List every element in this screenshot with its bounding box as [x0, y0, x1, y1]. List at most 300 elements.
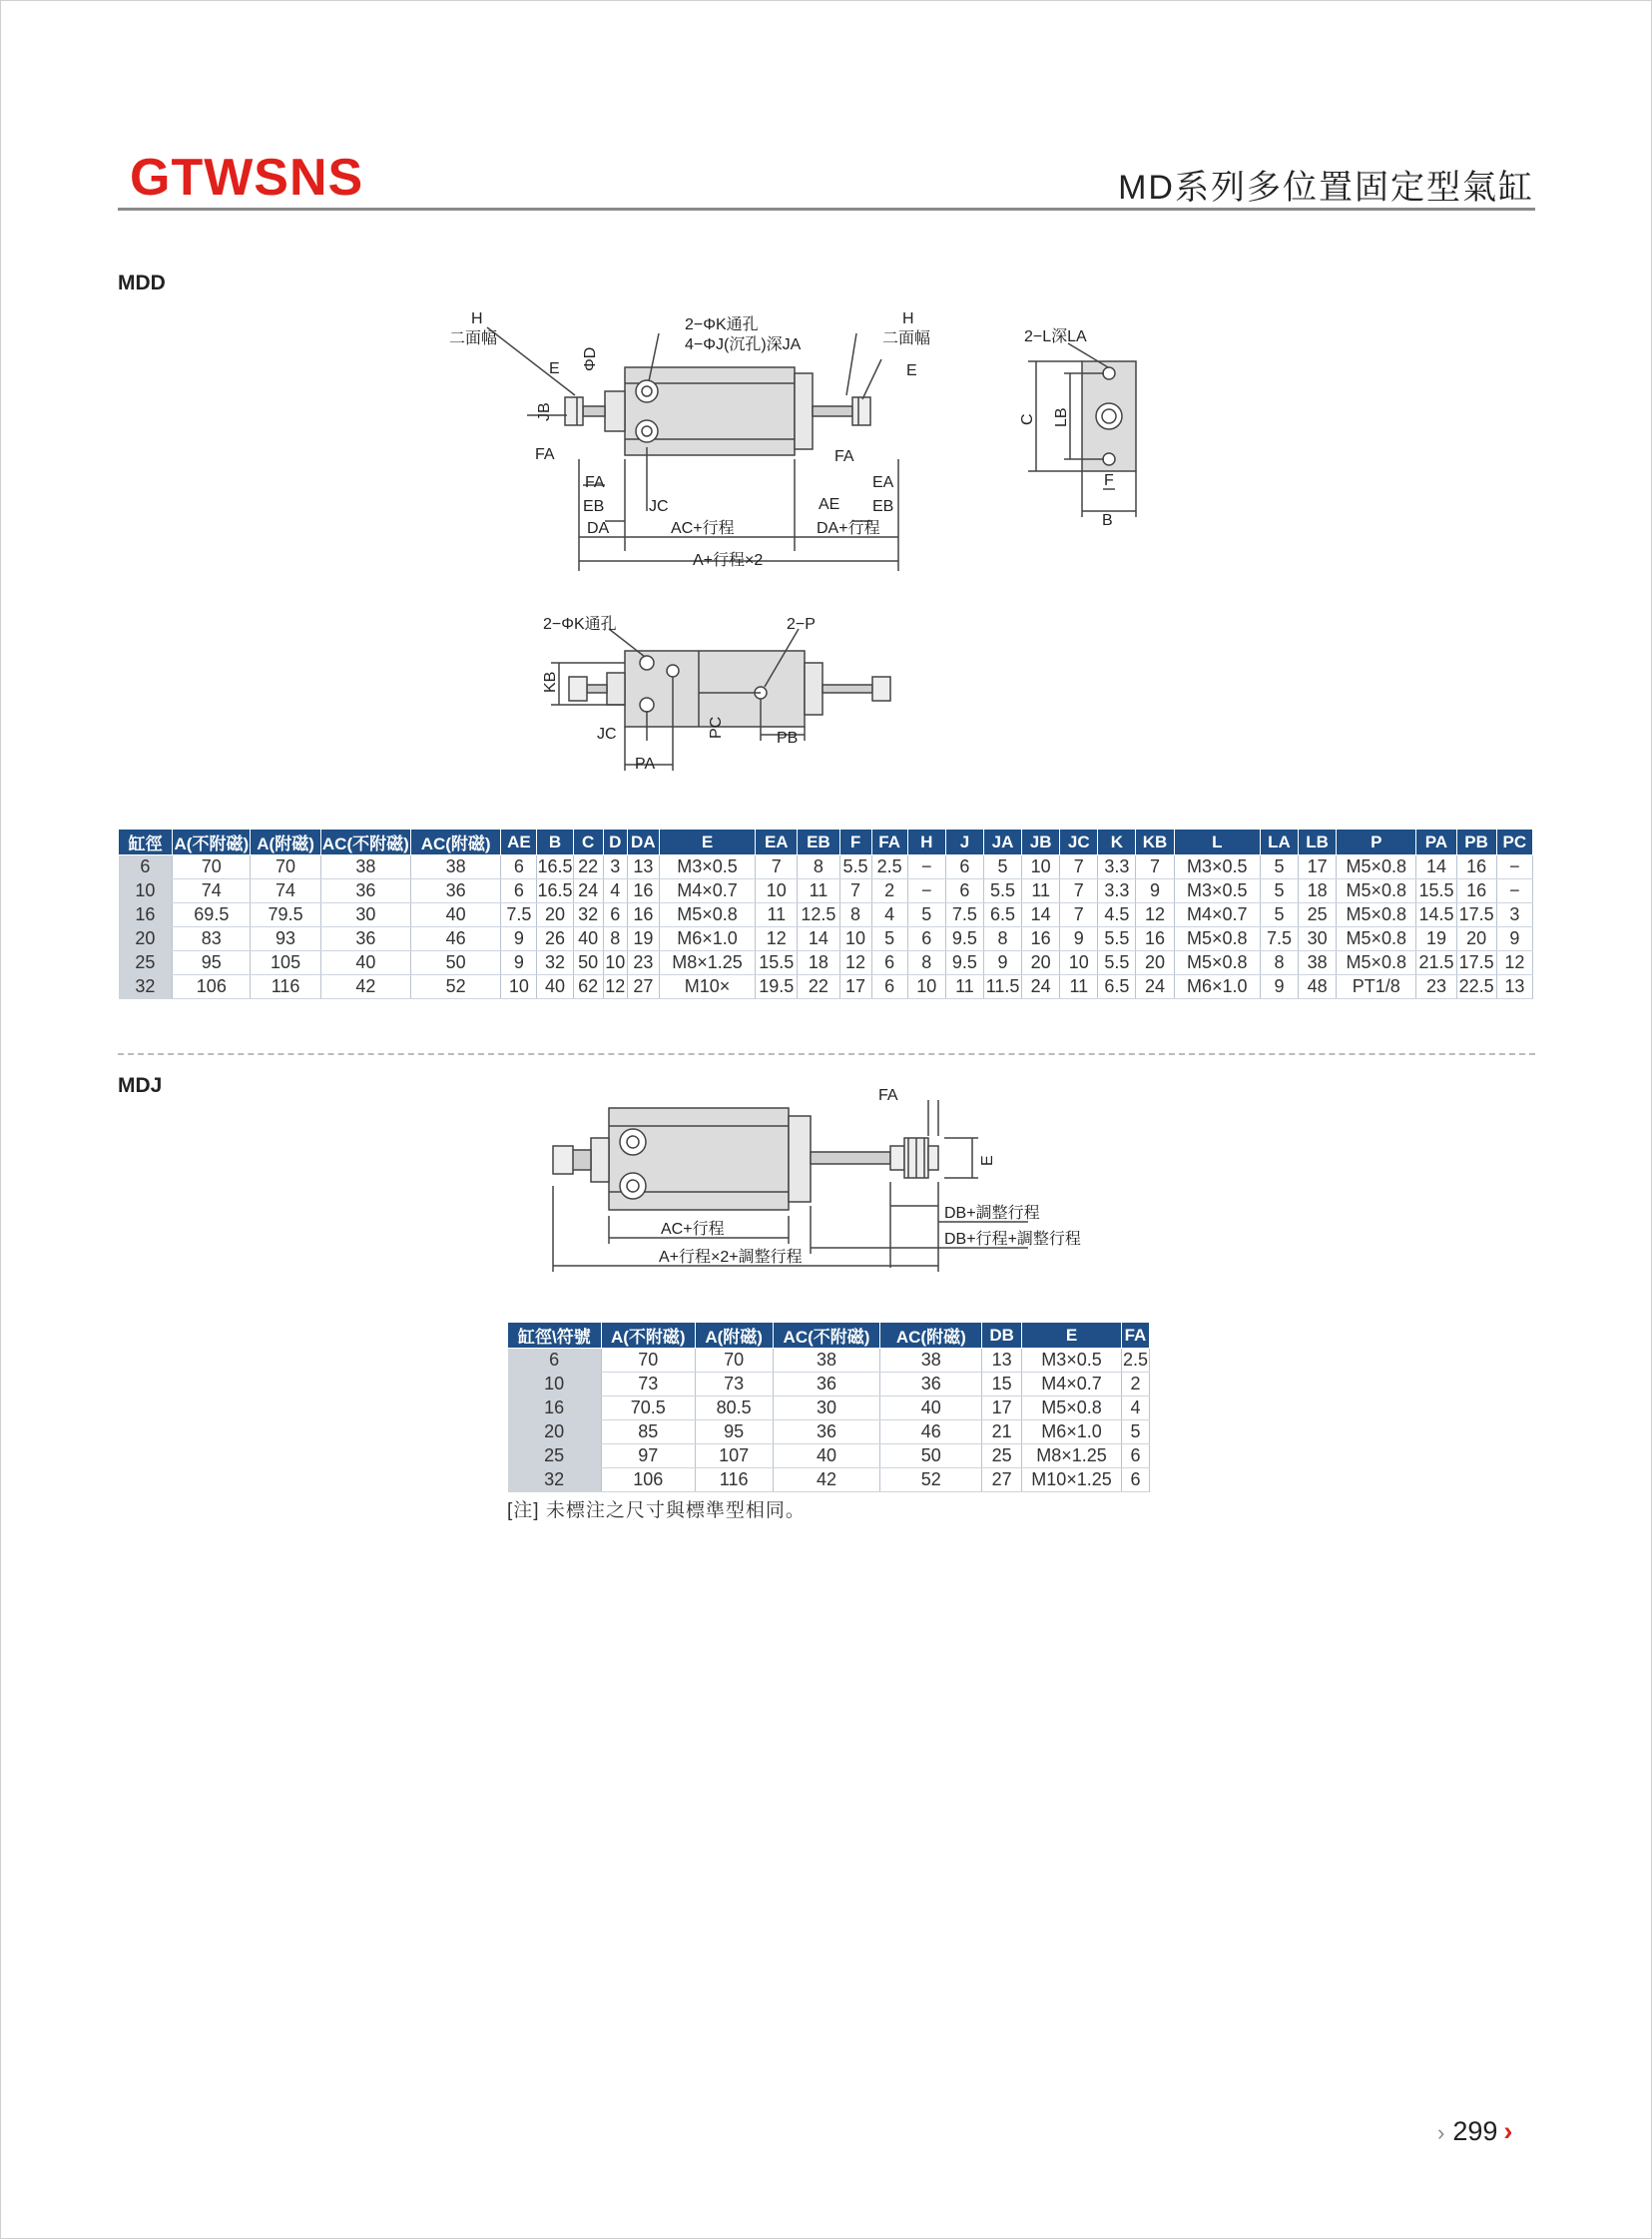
table-cell: 19 — [1416, 927, 1456, 951]
dim-label-db-stroke-adjust: DB+行程+調整行程 — [944, 1231, 1081, 1248]
table-header-cell: AC(附磁) — [880, 1323, 982, 1349]
table-cell: 24 — [573, 879, 603, 903]
table-cell: 62 — [573, 975, 603, 999]
table-cell: 6.5 — [983, 903, 1021, 927]
table-header-cell: DB — [982, 1323, 1022, 1349]
table-cell: 116 — [695, 1468, 773, 1492]
table-cell: 30 — [1299, 927, 1337, 951]
dim-label-b: B — [1102, 512, 1113, 529]
table-cell: M6×1.0 — [659, 927, 755, 951]
table-cell: 5.5 — [1098, 927, 1136, 951]
table-cell: 8 — [839, 903, 871, 927]
dim-label-pc: PC — [708, 716, 725, 739]
table-cell: 52 — [880, 1468, 982, 1492]
dim-label-lb: LB — [1053, 407, 1070, 427]
table-cell: 19.5 — [756, 975, 798, 999]
table-cell: 17 — [839, 975, 871, 999]
table-cell: 6 — [501, 855, 537, 879]
table-header-cell: AC(不附磁) — [320, 830, 410, 855]
table-cell: 8 — [603, 927, 627, 951]
table-bore-cell: 32 — [119, 975, 173, 999]
table-cell: 12 — [1496, 951, 1532, 975]
table-cell: 12 — [756, 927, 798, 951]
table-cell: M5×0.8 — [1337, 855, 1416, 879]
table-cell: 73 — [695, 1373, 773, 1397]
table-header-cell: E — [659, 830, 755, 855]
table-header-cell: C — [573, 830, 603, 855]
section-label-mdj: MDJ — [118, 1074, 163, 1097]
table-cell: 40 — [411, 903, 501, 927]
table-cell: 25 — [1299, 903, 1337, 927]
table-cell: 16 — [627, 879, 659, 903]
dim-label-e-right: E — [906, 362, 917, 379]
table-cell: M8×1.25 — [1022, 1444, 1122, 1468]
table-cell: 70.5 — [601, 1397, 695, 1420]
dim-label-c: C — [1019, 413, 1036, 425]
table-cell: 5 — [983, 855, 1021, 879]
table-cell: 14 — [798, 927, 839, 951]
table-bore-cell: 16 — [508, 1397, 602, 1420]
table-cell: 83 — [173, 927, 251, 951]
dim-label-e-left: E — [549, 360, 560, 377]
dim-label-jc: JC — [649, 498, 669, 515]
mdj-spec-table — [507, 1322, 1150, 1492]
table-cell: M8×1.25 — [659, 951, 755, 975]
table-cell: 36 — [411, 879, 501, 903]
table-header-cell: FA — [871, 830, 907, 855]
series-title: MD系列多位置固定型氣缸 — [1118, 169, 1534, 207]
header-rule — [118, 208, 1535, 211]
dim-label-f: F — [1104, 472, 1114, 489]
table-cell: 12.5 — [798, 903, 839, 927]
table-cell: 6 — [907, 927, 945, 951]
table-cell: 14 — [1022, 903, 1060, 927]
table-header-cell: EA — [756, 830, 798, 855]
table-cell: M5×0.8 — [1337, 879, 1416, 903]
table-cell: M5×0.8 — [1337, 903, 1416, 927]
brand-logo: GTWSNS — [130, 149, 364, 207]
table-bore-cell: 6 — [508, 1349, 602, 1373]
dim-label-h-left: H — [471, 310, 483, 327]
table-cell: 38 — [773, 1349, 880, 1373]
table-header-cell: EB — [798, 830, 839, 855]
table-cell: 9 — [1260, 975, 1298, 999]
dim-label-p: 2−P — [787, 616, 816, 633]
dim-label-fa-right: FA — [834, 448, 854, 465]
table-header-cell: E — [1022, 1323, 1122, 1349]
table-cell: 70 — [173, 855, 251, 879]
table-row — [119, 855, 1533, 879]
table-cell: 7 — [756, 855, 798, 879]
table-header-cell: JB — [1022, 830, 1060, 855]
dim-label-ae: AE — [819, 496, 840, 513]
table-cell: 5 — [1121, 1420, 1149, 1444]
table-header-cell: AE — [501, 830, 537, 855]
table-cell: − — [907, 855, 945, 879]
table-header-cell: AC(附磁) — [411, 830, 501, 855]
table-cell: 7.5 — [1260, 927, 1298, 951]
table-cell: 93 — [251, 927, 320, 951]
table-cell: 9.5 — [945, 927, 983, 951]
table-bore-cell: 10 — [119, 879, 173, 903]
table-header-cell: LB — [1299, 830, 1337, 855]
table-row — [508, 1373, 1150, 1397]
mdj-table-header-row — [508, 1323, 1150, 1349]
dim-label-h-right: H — [902, 310, 914, 327]
mdd-top-view-diagram — [529, 611, 918, 781]
table-cell: 95 — [173, 951, 251, 975]
table-cell: 26 — [537, 927, 573, 951]
table-cell: M5×0.8 — [1174, 927, 1260, 951]
table-cell: 116 — [251, 975, 320, 999]
table-cell: 11 — [756, 903, 798, 927]
table-bore-cell: 10 — [508, 1373, 602, 1397]
table-cell: 7 — [839, 879, 871, 903]
table-cell: 17 — [982, 1397, 1022, 1420]
table-cell: 69.5 — [173, 903, 251, 927]
table-cell: 9 — [1136, 879, 1174, 903]
table-cell: 9 — [501, 951, 537, 975]
table-cell: 2.5 — [871, 855, 907, 879]
table-cell: 8 — [907, 951, 945, 975]
dim-label-fa: FA — [878, 1087, 898, 1104]
dim-label-ac-stroke: AC+行程 — [661, 1221, 725, 1238]
table-cell: 3 — [603, 855, 627, 879]
table-cell: 48 — [1299, 975, 1337, 999]
table-row — [119, 975, 1533, 999]
table-cell: 22 — [573, 855, 603, 879]
table-cell: 15 — [982, 1373, 1022, 1397]
table-cell: 5.5 — [983, 879, 1021, 903]
table-cell: 20 — [1022, 951, 1060, 975]
table-cell: 36 — [773, 1373, 880, 1397]
table-header-cell: 缸徑\符號 — [508, 1323, 602, 1349]
table-cell: 11 — [945, 975, 983, 999]
table-cell: 16.5 — [537, 879, 573, 903]
table-header-cell: A(附磁) — [251, 830, 320, 855]
table-cell: 18 — [798, 951, 839, 975]
table-header-cell: L — [1174, 830, 1260, 855]
table-cell: M6×1.0 — [1174, 975, 1260, 999]
table-cell: M5×0.8 — [1022, 1397, 1122, 1420]
table-cell: M4×0.7 — [1022, 1373, 1122, 1397]
table-cell: 36 — [773, 1420, 880, 1444]
table-header-cell: LA — [1260, 830, 1298, 855]
table-bore-cell: 25 — [508, 1444, 602, 1468]
dim-label-eb-right: EB — [872, 498, 894, 515]
table-cell: 10 — [1060, 951, 1098, 975]
table-cell: 5 — [1260, 903, 1298, 927]
table-cell: 107 — [695, 1444, 773, 1468]
table-cell: 4 — [1121, 1397, 1149, 1420]
mdd-front-view-diagram — [449, 310, 931, 581]
table-cell: 40 — [880, 1397, 982, 1420]
table-cell: 27 — [982, 1468, 1022, 1492]
table-cell: 15.5 — [1416, 879, 1456, 903]
mdd-end-view-diagram — [1008, 321, 1168, 531]
table-cell: 13 — [1496, 975, 1532, 999]
table-header-cell: K — [1098, 830, 1136, 855]
table-cell: 18 — [1299, 879, 1337, 903]
table-cell: 4 — [871, 903, 907, 927]
table-cell: 17.5 — [1456, 903, 1496, 927]
table-row — [508, 1420, 1150, 1444]
table-cell: M3×0.5 — [1174, 855, 1260, 879]
table-header-cell: JA — [983, 830, 1021, 855]
chevron-right-small-icon: › — [1437, 2120, 1445, 2145]
dim-label-ea: EA — [872, 474, 894, 491]
table-row — [508, 1349, 1150, 1373]
table-cell: 5 — [907, 903, 945, 927]
table-cell: 22.5 — [1456, 975, 1496, 999]
table-cell: 4 — [603, 879, 627, 903]
table-header-cell: A(不附磁) — [601, 1323, 695, 1349]
table-cell: 24 — [1022, 975, 1060, 999]
table-header-cell: KB — [1136, 830, 1174, 855]
table-row — [508, 1468, 1150, 1492]
table-cell: 7.5 — [945, 903, 983, 927]
table-cell: 3.3 — [1098, 855, 1136, 879]
table-cell: 74 — [251, 879, 320, 903]
table-cell: M10×1.25 — [1022, 1468, 1122, 1492]
table-cell: 7 — [1136, 855, 1174, 879]
section-label-mdd: MDD — [118, 272, 166, 294]
table-cell: 5 — [871, 927, 907, 951]
table-cell: 22 — [798, 975, 839, 999]
table-cell: 6 — [501, 879, 537, 903]
dim-label-da-stroke: DA+行程 — [817, 520, 880, 537]
section-separator — [118, 1053, 1535, 1055]
table-cell: 5 — [1260, 879, 1298, 903]
dim-label-pa: PA — [635, 756, 656, 773]
dim-label-k-hole-2: 2−ΦK通孔 — [543, 616, 617, 633]
table-cell: 8 — [983, 927, 1021, 951]
table-cell: 38 — [411, 855, 501, 879]
table-bore-cell: 32 — [508, 1468, 602, 1492]
table-cell: 21.5 — [1416, 951, 1456, 975]
table-cell: 2 — [1121, 1373, 1149, 1397]
table-cell: 80.5 — [695, 1397, 773, 1420]
table-cell: 11 — [1022, 879, 1060, 903]
table-cell: 7 — [1060, 879, 1098, 903]
table-cell: 2.5 — [1121, 1349, 1149, 1373]
table-header-cell: A(附磁) — [695, 1323, 773, 1349]
table-cell: 70 — [695, 1349, 773, 1373]
dim-label-fa-left-2: FA — [585, 474, 605, 491]
dim-label-a-stroke-2: A+行程×2 — [693, 552, 764, 569]
dim-label-l-depth: 2−L深LA — [1024, 328, 1087, 345]
table-cell: 9 — [983, 951, 1021, 975]
table-header-cell: P — [1337, 830, 1416, 855]
table-cell: 7 — [1060, 903, 1098, 927]
table-cell: 30 — [320, 903, 410, 927]
table-header-cell: AC(不附磁) — [773, 1323, 880, 1349]
table-cell: M3×0.5 — [1174, 879, 1260, 903]
table-header-cell: D — [603, 830, 627, 855]
dim-label-fa-left-1: FA — [535, 446, 555, 463]
table-row — [508, 1397, 1150, 1420]
table-cell: M5×0.8 — [659, 903, 755, 927]
table-cell: 12 — [1136, 903, 1174, 927]
table-header-cell: H — [907, 830, 945, 855]
page-number — [1437, 2116, 1512, 2147]
table-cell: 20 — [1136, 951, 1174, 975]
dim-label-eb-left: EB — [583, 498, 605, 515]
table-cell: 6.5 — [1098, 975, 1136, 999]
table-cell: M5×0.8 — [1174, 951, 1260, 975]
table-cell: 40 — [773, 1444, 880, 1468]
dim-label-jb: JB — [536, 402, 553, 421]
table-cell: 40 — [573, 927, 603, 951]
mdd-spec-table — [118, 829, 1533, 999]
table-cell: 95 — [695, 1420, 773, 1444]
table-cell: 8 — [1260, 951, 1298, 975]
table-cell: 38 — [1299, 951, 1337, 975]
mdj-diagram — [549, 1086, 1128, 1288]
table-cell: 7 — [1060, 855, 1098, 879]
table-cell: M5×0.8 — [1337, 951, 1416, 975]
table-cell: 50 — [411, 951, 501, 975]
table-row — [119, 951, 1533, 975]
table-cell: 12 — [603, 975, 627, 999]
table-cell: 20 — [537, 903, 573, 927]
table-cell: 40 — [320, 951, 410, 975]
table-cell: 10 — [603, 951, 627, 975]
table-cell: 20 — [1456, 927, 1496, 951]
table-bore-cell: 16 — [119, 903, 173, 927]
table-cell: 70 — [601, 1349, 695, 1373]
table-cell: 97 — [601, 1444, 695, 1468]
table-cell: 36 — [320, 879, 410, 903]
table-cell: 50 — [573, 951, 603, 975]
table-cell: 16 — [1456, 855, 1496, 879]
table-note: [注] 未標注之尺寸與標準型相同。 — [507, 1500, 806, 1521]
table-cell: 23 — [627, 951, 659, 975]
table-cell: 32 — [573, 903, 603, 927]
table-row — [119, 879, 1533, 903]
table-header-cell: 缸徑 — [119, 830, 173, 855]
table-cell: 6 — [1121, 1468, 1149, 1492]
table-cell: 8 — [798, 855, 839, 879]
table-header-cell: DA — [627, 830, 659, 855]
table-cell: 5.5 — [839, 855, 871, 879]
dim-label-da: DA — [587, 520, 610, 537]
table-cell: 6 — [1121, 1444, 1149, 1468]
table-cell: 16 — [1022, 927, 1060, 951]
table-cell: 50 — [880, 1444, 982, 1468]
table-cell: 79.5 — [251, 903, 320, 927]
table-cell: 11.5 — [983, 975, 1021, 999]
table-cell: 14 — [1416, 855, 1456, 879]
mdd-table-header-row — [119, 830, 1533, 855]
table-header-cell: FA — [1121, 1323, 1149, 1349]
table-cell: M3×0.5 — [659, 855, 755, 879]
table-cell: M6×1.0 — [1022, 1420, 1122, 1444]
table-row — [119, 903, 1533, 927]
table-cell: M4×0.7 — [659, 879, 755, 903]
table-cell: 42 — [320, 975, 410, 999]
chevron-right-icon: › — [1503, 2116, 1513, 2146]
dim-label-a-stroke-2-adjust: A+行程×2+調整行程 — [659, 1249, 803, 1266]
table-cell: M5×0.8 — [1337, 927, 1416, 951]
table-cell: 6 — [945, 855, 983, 879]
table-cell: 6 — [871, 975, 907, 999]
dim-label-two-face-right: 二面幅 — [882, 330, 931, 347]
table-bore-cell: 6 — [119, 855, 173, 879]
dim-label-pb: PB — [777, 730, 799, 747]
table-header-cell: PB — [1456, 830, 1496, 855]
table-row — [119, 927, 1533, 951]
table-header-cell: JC — [1060, 830, 1098, 855]
table-cell: − — [1496, 855, 1532, 879]
table-cell: 5 — [1260, 855, 1298, 879]
table-header-cell: F — [839, 830, 871, 855]
table-cell: 36 — [880, 1373, 982, 1397]
table-row — [508, 1444, 1150, 1468]
table-bore-cell: 20 — [508, 1420, 602, 1444]
table-cell: 70 — [251, 855, 320, 879]
table-cell: 10 — [1022, 855, 1060, 879]
table-cell: 9.5 — [945, 951, 983, 975]
table-cell: 36 — [320, 927, 410, 951]
dim-label-jc-2: JC — [597, 726, 617, 743]
table-cell: 74 — [173, 879, 251, 903]
table-cell: 15.5 — [756, 951, 798, 975]
table-cell: 3.3 — [1098, 879, 1136, 903]
table-cell: 40 — [537, 975, 573, 999]
dim-label-phi-d: ΦD — [582, 346, 599, 371]
table-cell: 16 — [1136, 927, 1174, 951]
table-cell: 13 — [982, 1349, 1022, 1373]
table-header-cell: A(不附磁) — [173, 830, 251, 855]
table-cell: 7.5 — [501, 903, 537, 927]
table-cell: 46 — [411, 927, 501, 951]
table-cell: 5.5 — [1098, 951, 1136, 975]
table-cell: 6 — [871, 951, 907, 975]
table-cell: 42 — [773, 1468, 880, 1492]
table-cell: 9 — [1496, 927, 1532, 951]
table-cell: 16 — [627, 903, 659, 927]
dim-label-e: E — [979, 1155, 996, 1166]
table-cell: 10 — [907, 975, 945, 999]
table-cell: 17 — [1299, 855, 1337, 879]
table-cell: 12 — [839, 951, 871, 975]
table-cell: 52 — [411, 975, 501, 999]
table-cell: 9 — [501, 927, 537, 951]
table-cell: 38 — [880, 1349, 982, 1373]
table-cell: 21 — [982, 1420, 1022, 1444]
table-cell: 10 — [501, 975, 537, 999]
dim-label-k-hole: 2−ΦK通孔 — [685, 316, 759, 333]
table-header-cell: J — [945, 830, 983, 855]
table-cell: M3×0.5 — [1022, 1349, 1122, 1373]
table-cell: 16 — [1456, 879, 1496, 903]
table-cell: 10 — [756, 879, 798, 903]
table-cell: M4×0.7 — [1174, 903, 1260, 927]
table-cell: PT1/8 — [1337, 975, 1416, 999]
table-cell: 16.5 — [537, 855, 573, 879]
table-cell: 19 — [627, 927, 659, 951]
table-cell: − — [1496, 879, 1532, 903]
dim-label-db-adjust: DB+調整行程 — [944, 1205, 1040, 1222]
page-number-text: 299 — [1452, 2116, 1498, 2146]
table-cell: 3 — [1496, 903, 1532, 927]
table-cell: 73 — [601, 1373, 695, 1397]
table-cell: 24 — [1136, 975, 1174, 999]
table-cell: 27 — [627, 975, 659, 999]
table-cell: 10 — [839, 927, 871, 951]
table-cell: − — [907, 879, 945, 903]
